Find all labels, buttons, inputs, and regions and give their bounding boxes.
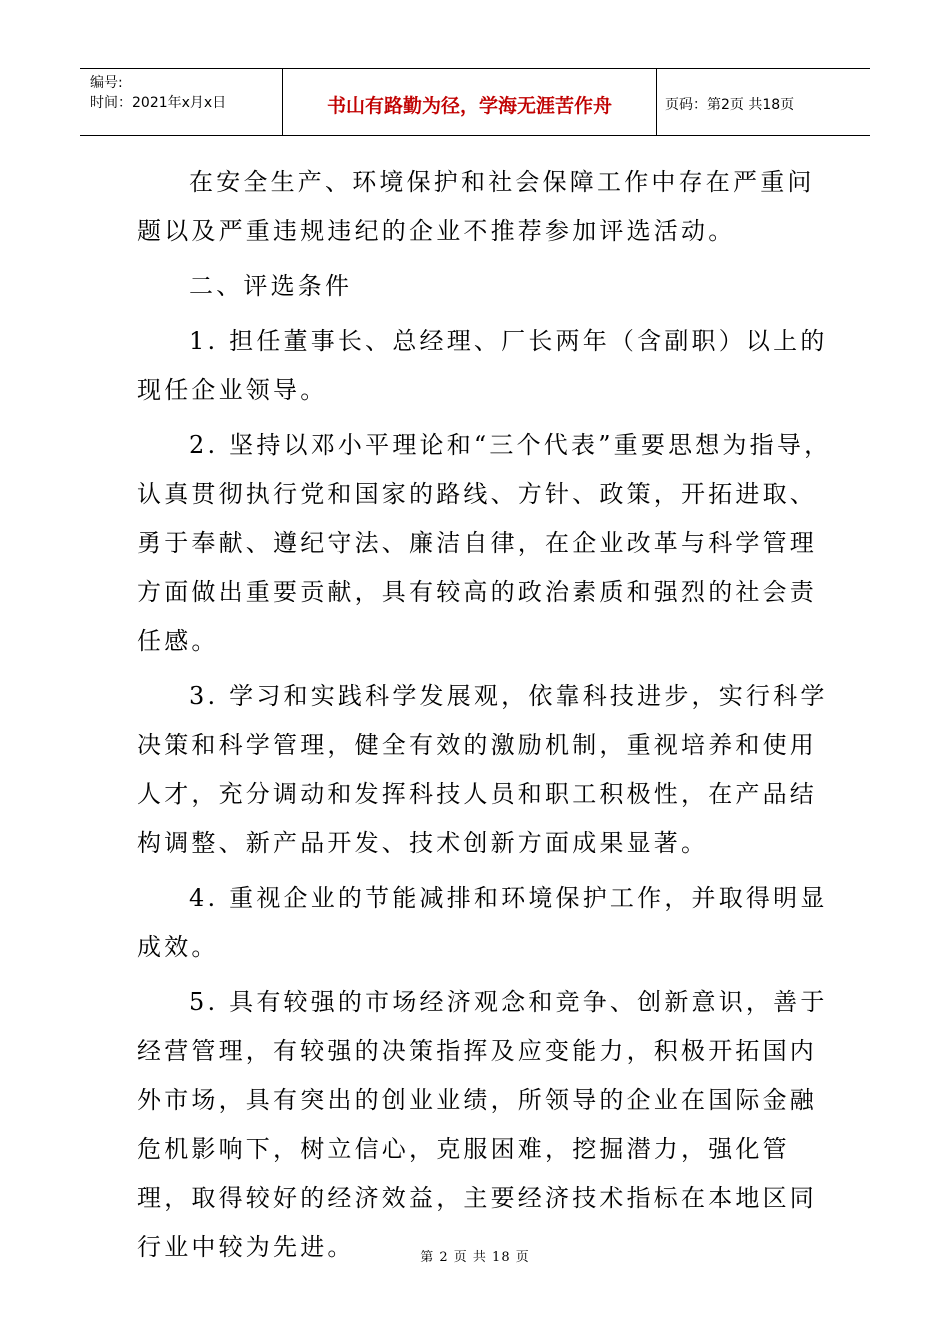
header-page-number: 页码：第2页 共18页 bbox=[665, 97, 795, 113]
document-body bbox=[137, 158, 837, 1272]
header-motto: 书山有路勤为径，学海无涯苦作舟 bbox=[283, 69, 657, 135]
paragraph: 3. 学习和实践科学发展观，依靠科技进步，实行科学决策和科学管理，健全有效的激励机制，重视培养和使用人才，充分调动和发挥科技人员和职工积极性，在产品结构调整、新产品开发、技术创新方面成果显著。 bbox=[137, 682, 828, 857]
paragraph: 5. 具有较强的市场经济观念和竞争、创新意识，善于经营管理，有较强的决策指挥及应变能力，积极开拓国内外市场，具有突出的创业业绩，所领导的企业在国际金融危机影响下，树立信心，克服困难，挖掘潜力，强化管理，取得较好的经济效益，主要经济技术指标在本地区同行业中较为先进。 bbox=[137, 988, 828, 1261]
header-meta bbox=[80, 69, 283, 135]
document-date-label: 时间：2021年x月x日 bbox=[90, 95, 227, 111]
page-footer: 第 2 页 共 18 页 bbox=[420, 1250, 530, 1265]
document-number-label: 编号: bbox=[90, 75, 123, 91]
paragraph: 在安全生产、环境保护和社会保障工作中存在严重问题以及严重违规违纪的企业不推荐参加评选活动。 bbox=[137, 168, 815, 245]
section-heading: 二、评选条件 bbox=[189, 272, 353, 300]
page-header bbox=[80, 68, 870, 136]
paragraph: 4. 重视企业的节能减排和环境保护工作，并取得明显成效。 bbox=[137, 884, 828, 961]
paragraph: 1. 担任董事长、总经理、厂长两年（含副职）以上的现任企业领导。 bbox=[137, 327, 828, 404]
paragraph: 2. 坚持以邓小平理论和“三个代表”重要思想为指导，认真贯彻执行党和国家的路线、方针、政策，开拓进取、勇于奉献、遵纪守法、廉洁自律，在企业改革与科学管理方面做出重要贡献，具有较高的政治素质和强烈的社会责任感。 bbox=[137, 431, 832, 655]
